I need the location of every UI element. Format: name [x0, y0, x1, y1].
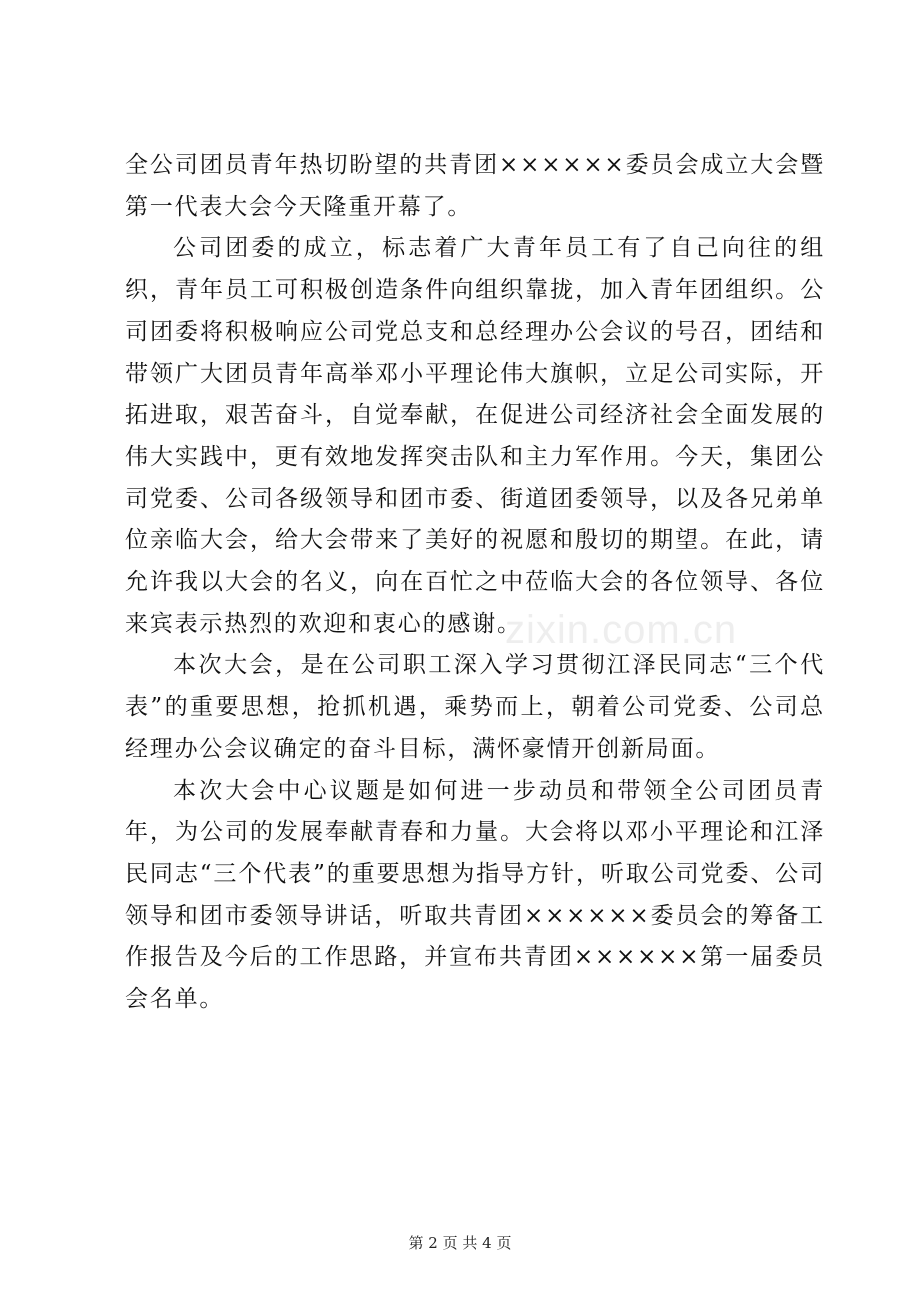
paragraph-1: 全公司团员青年热切盼望的共青团××××××委员会成立大会暨第一代表大会今天隆重开幕了。	[125, 152, 825, 220]
paragraph-4: 本次大会中心议题是如何进一步动员和带领全公司团员青年，为公司的发展奉献青春和力量。大会将以邓小平理论和江泽民同志“三个代表”的重要思想为指导方针，听取公司党委、公司领导和团市委领导讲话，听取共青团××××××委员会的筹备工作报告及今后的工作思路，并宣布共青团××××××第一届委员会名单。	[125, 777, 825, 1013]
watermark: zixin.com.cn	[505, 608, 738, 652]
page-footer: 第 2 页 共 4 页	[408, 1234, 512, 1252]
document-body	[125, 145, 825, 1021]
paragraph-3: 本次大会，是在公司职工深入学习贯彻江泽民同志“三个代表”的重要思想，抢抓机遇，乘势而上，朝着公司党委、公司总经理办公会议确定的奋斗目标，满怀豪情开创新局面。	[125, 652, 825, 762]
paragraph-2: 公司团委的成立，标志着广大青年员工有了自己向往的组织，青年员工可积极创造条件向组织靠拢，加入青年团组织。公司团委将积极响应公司党总支和总经理办公会议的号召，团结和带领广大团员青年高举邓小平理论伟大旗帜，立足公司实际，开拓进取，艰苦奋斗，自觉奉献，在促进公司经济社会全面发展的伟大实践中，更有效地发挥突击队和主力军作用。今天，集团公司党委、公司各级领导和团市委、街道团委领导，以及各兄弟单位亲临大会，给大会带来了美好的祝愿和殷切的期望。在此，请允许我以大会的名义，向在百忙之中莅临大会的各位领导、各位来宾表示热烈的欢迎和衷心的感谢。	[125, 235, 825, 637]
